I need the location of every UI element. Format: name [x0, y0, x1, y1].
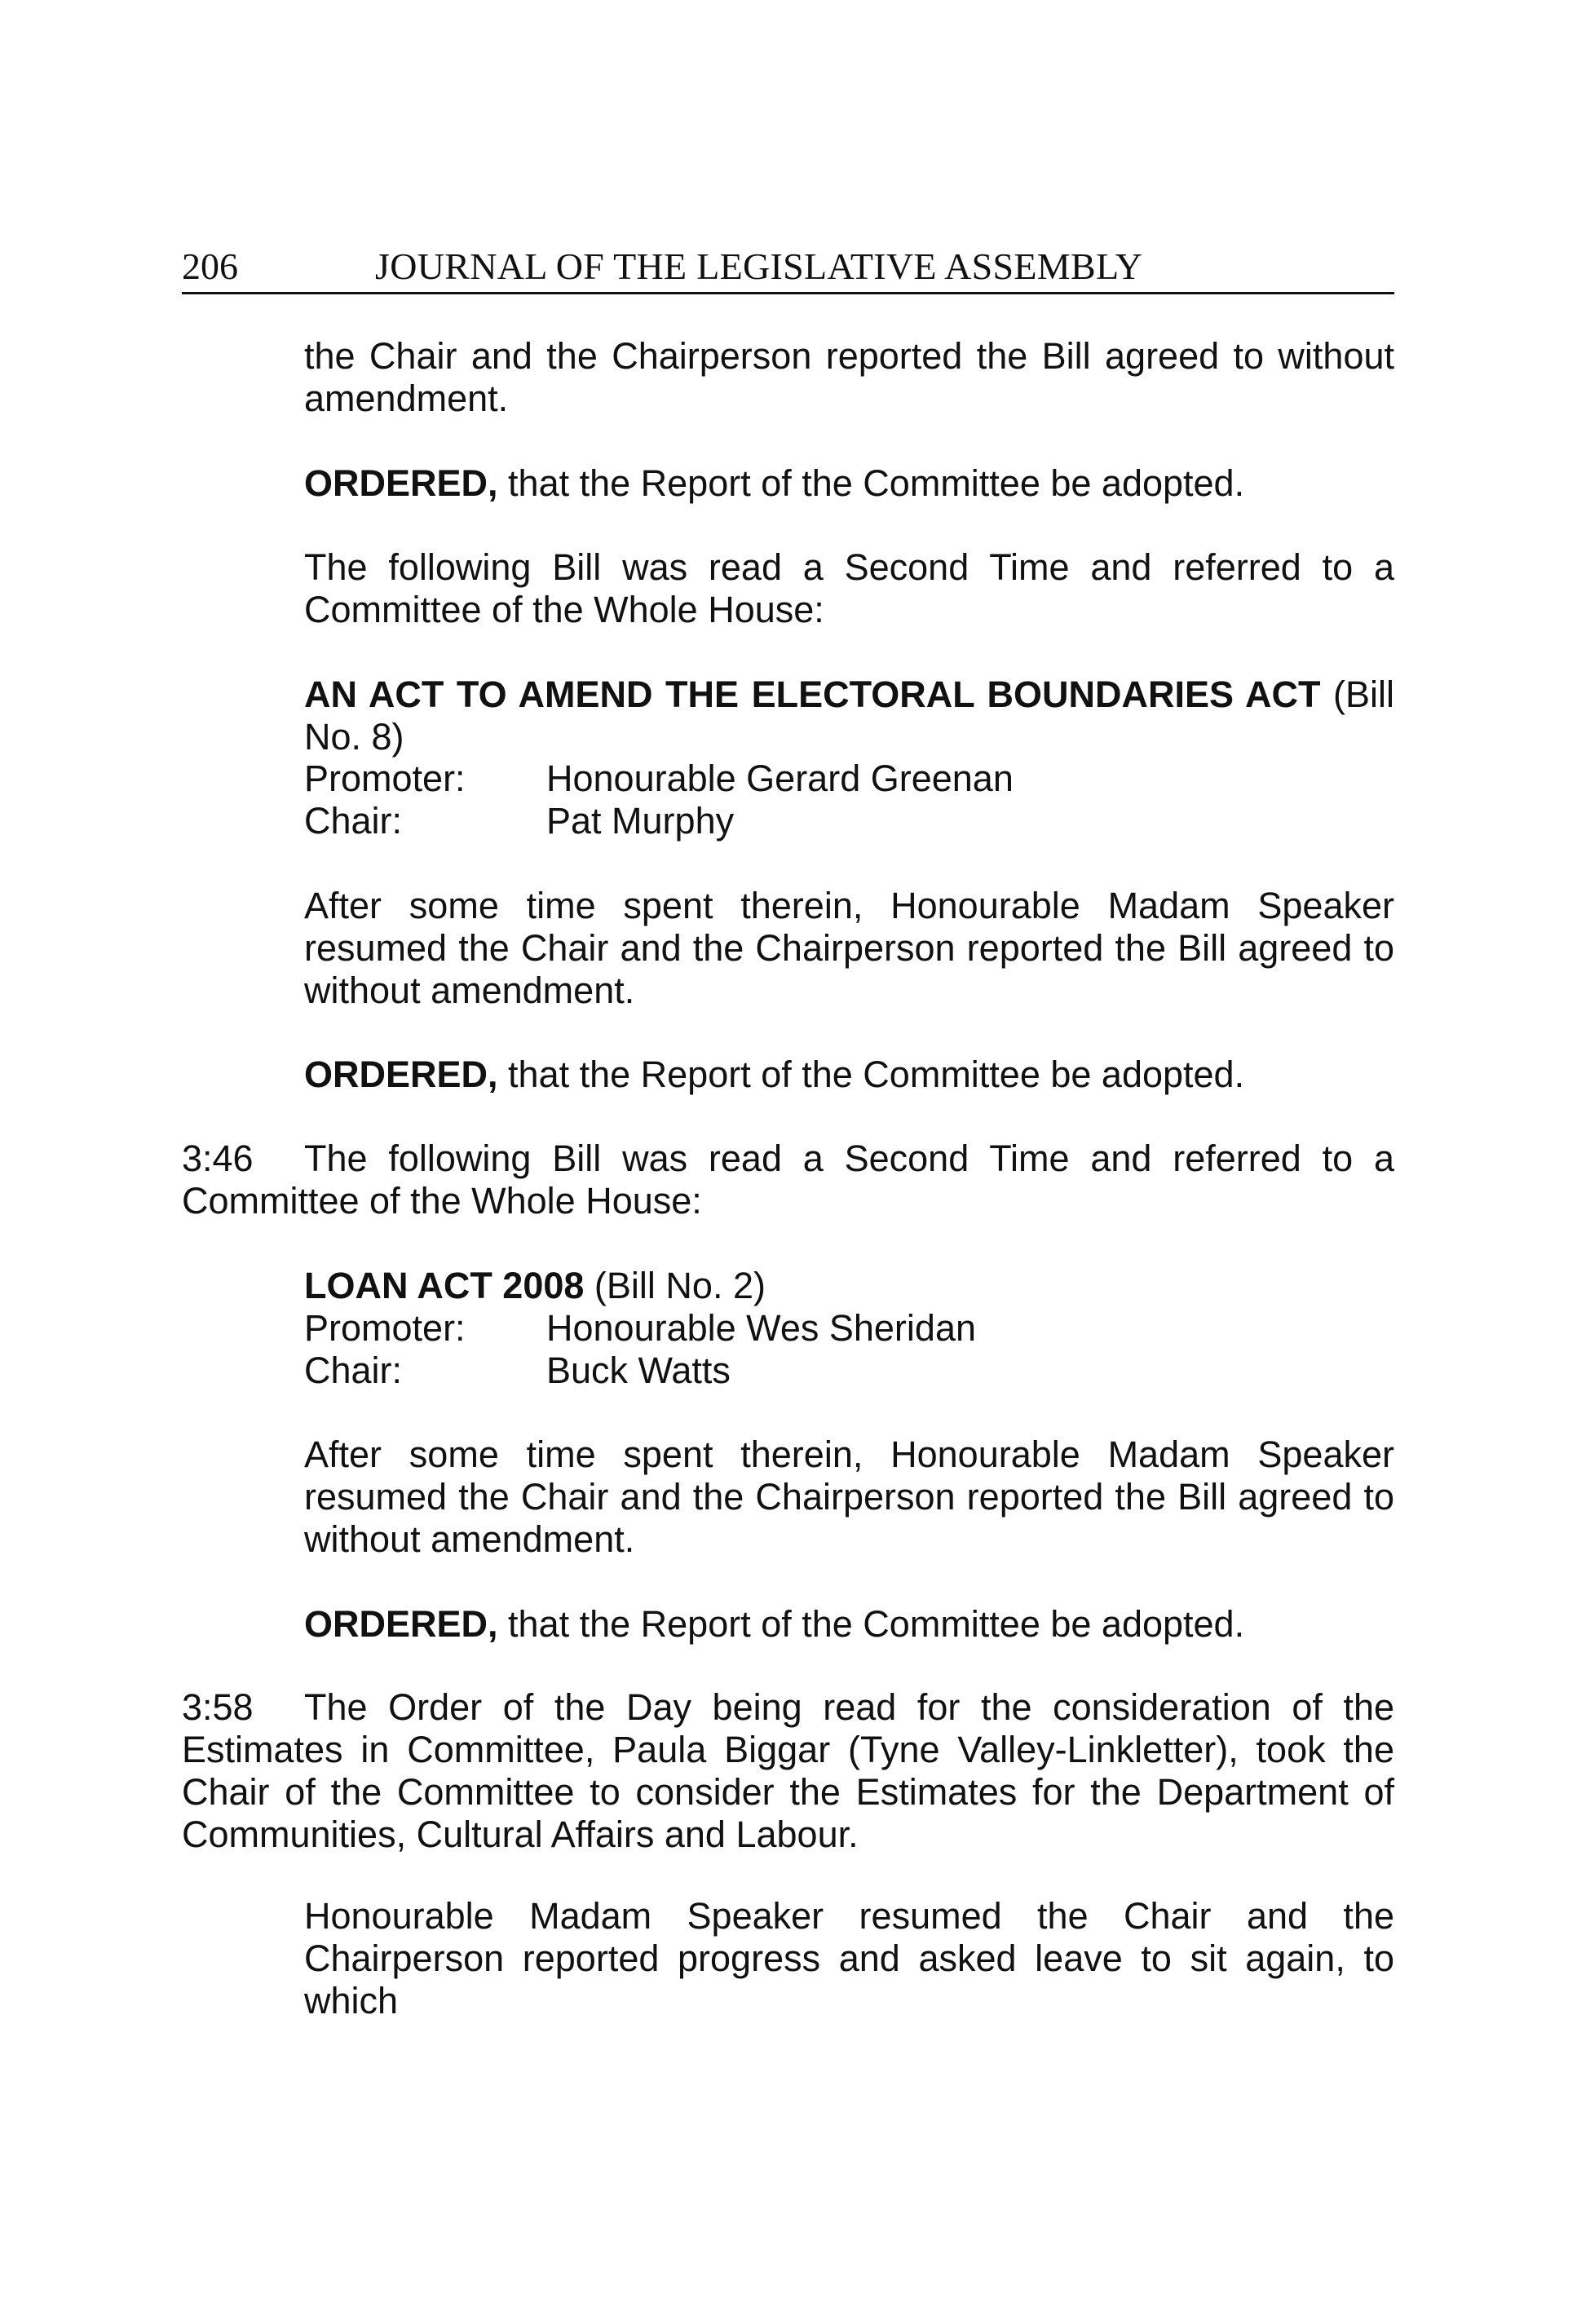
ordered-motion-1 [304, 462, 1394, 505]
ordered-motion-3 [304, 1603, 1394, 1646]
bill-title-1 [304, 674, 1394, 758]
paragraph-second-reading-1: The following Bill was read a Second Time and referred to a Committee of the Whole House: [304, 546, 1394, 630]
promoter-label: Promoter: [304, 758, 466, 799]
paragraph-report-continued: the Chair and the Chairperson reported the Bill agreed to without amendment. [304, 335, 1394, 419]
chair-label: Chair: [304, 1350, 403, 1391]
paragraph-speaker-resumed: Honourable Madam Speaker resumed the Chair and the Chairperson reported progress and asked leave to sit again, to which [304, 1895, 1394, 2021]
entry-time: 3:58 [182, 1686, 254, 1728]
entry-time: 3:46 [182, 1138, 254, 1179]
chair-name: Pat Murphy [546, 800, 735, 842]
ordered-label: ORDERED, [304, 462, 498, 504]
entry-3-46 [182, 1138, 1394, 1222]
ordered-label: ORDERED, [304, 1603, 498, 1645]
bill-title-bold: AN ACT TO AMEND THE ELECTORAL BOUNDARIES ACT [304, 674, 1321, 715]
entry-3-58 [182, 1686, 1394, 1856]
promoter-label: Promoter: [304, 1307, 466, 1349]
ordered-motion-2 [304, 1054, 1394, 1096]
entry-text: The following Bill was read a Second Time and referred to a Committee of the Whole House: [182, 1138, 1394, 1222]
running-header [182, 243, 1394, 294]
journal-title: JOURNAL OF THE LEGISLATIVE ASSEMBLY [375, 245, 1143, 287]
chair-name: Buck Watts [546, 1350, 731, 1391]
promoter-name: Honourable Wes Sheridan [546, 1307, 976, 1349]
ordered-text: that the Report of the Committee be adopted. [497, 462, 1245, 504]
paragraph-after-time-2: After some time spent therein, Honourable Madam Speaker resumed the Chair and the Chairperson reported the Bill agreed to without amendment. [304, 1434, 1394, 1560]
promoter-name: Honourable Gerard Greenan [546, 758, 1014, 799]
ordered-label: ORDERED, [304, 1054, 498, 1095]
paragraph-after-time-1: After some time spent therein, Honourable Madam Speaker resumed the Chair and the Chairperson reported the Bill agreed to without amendment. [304, 885, 1394, 1011]
entry-text: The Order of the Day being read for the consideration of the Estimates in Committee, Paula Biggar (Tyne Valley-Linkletter), took the Chair of the Committee to consider the Estimates for the Department of Communities, Cultural Affairs and Labour. [182, 1686, 1394, 1855]
ordered-text: that the Report of the Committee be adopted. [497, 1054, 1245, 1095]
page-number: 206 [182, 245, 238, 287]
ordered-text: that the Report of the Committee be adopted. [497, 1603, 1245, 1645]
bill-title-bold: LOAN ACT 2008 [304, 1265, 585, 1306]
bill-number: (Bill No. 2) [584, 1265, 766, 1306]
chair-label: Chair: [304, 800, 403, 842]
bill-number: (Bill No. 8) [304, 674, 1394, 758]
bill-title-2 [304, 1265, 1394, 1307]
